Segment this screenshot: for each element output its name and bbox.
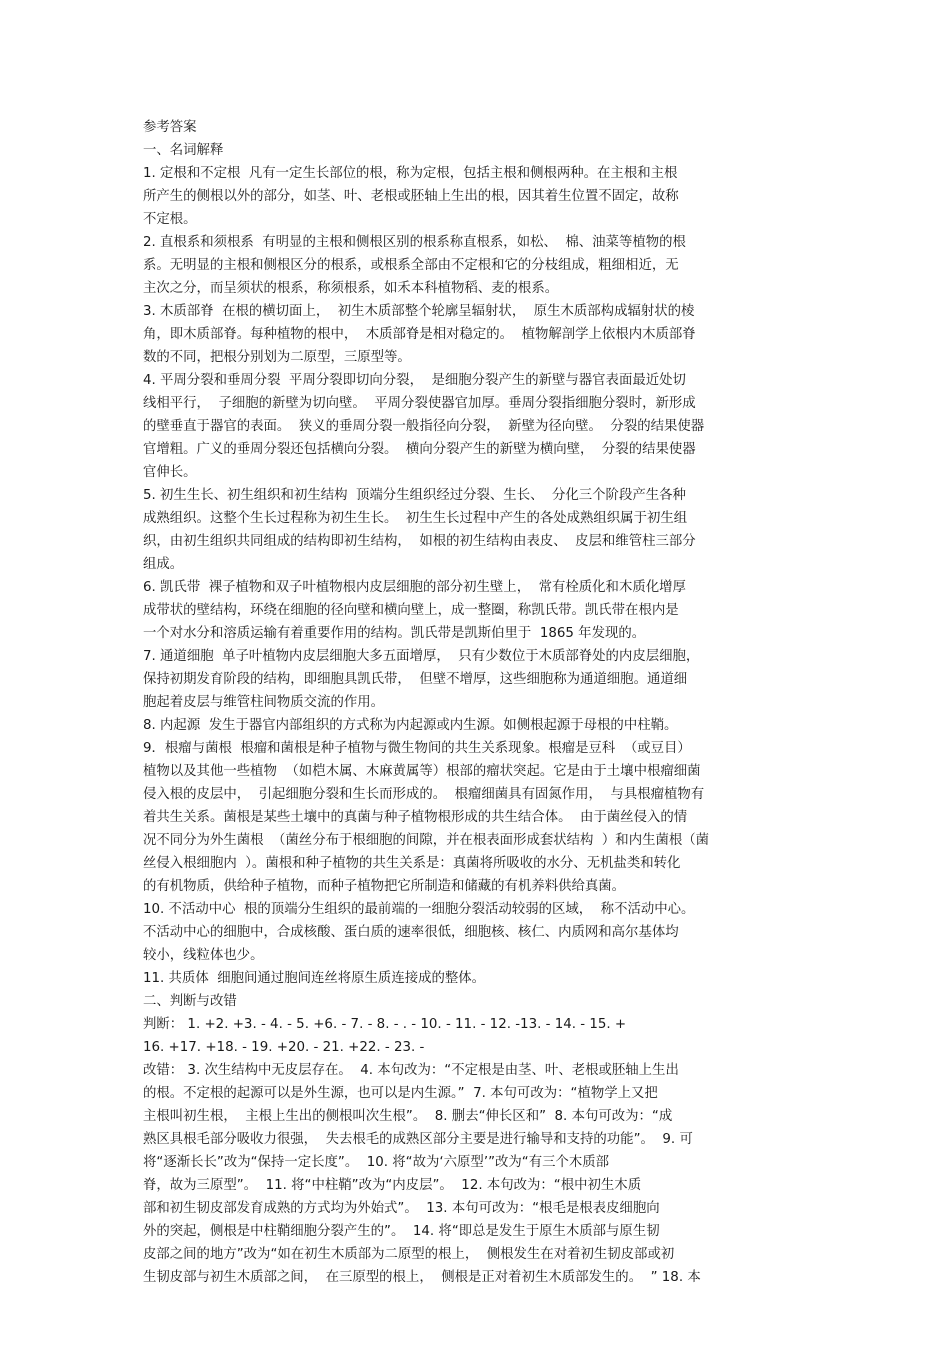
- text-line: 较小，线粒体也少。: [143, 948, 264, 963]
- text-line: 改错： 3. 次生结构中无皮层存在。 4. 本句改为：“不定根是由茎、叶、老根或胚轴上生出: [143, 1063, 679, 1078]
- text-line: 11. 共质体 细胞间通过胞间连丝将原生质连接成的整体。: [143, 971, 486, 986]
- text-line: 保持初期发育阶段的结构，即细胞具凯氏带， 但壁不增厚，这些细胞称为通道细胞。通道细: [143, 672, 688, 687]
- text-line: 丝侵入根细胞内 ）。菌根和种子植物的共生关系是：真菌将所吸收的水分、无机盐类和转化: [143, 856, 681, 871]
- text-line: 植物以及其他一些植物 （如桤木属、木麻黄属等）根部的瘤状突起。它是由于土壤中根瘤细菌: [143, 764, 701, 779]
- text-line: 部和初生韧皮部发育成熟的方式均为外始式”。 13. 本句可改为：“根毛是根表皮细胞向: [143, 1201, 660, 1216]
- text-line: 5. 初生生长、初生组织和初生结构 顶端分生组织经过分裂、生长、 分化三个阶段产生各种: [143, 488, 686, 503]
- text-line: 不定根。: [143, 212, 197, 227]
- text-line: 线相平行， 子细胞的新壁为切向壁。 平周分裂使器官加厚。垂周分裂指细胞分裂时，新形成: [143, 396, 696, 411]
- text-line: 参考答案: [143, 120, 197, 135]
- text-line: 不活动中心的细胞中，合成核酸、蛋白质的速率很低，细胞核、核仁、内质网和高尔基体均: [143, 925, 679, 940]
- text-line: 主根叫初生根， 主根上生出的侧根叫次生根”。 8. 删去“伸长区和” 8. 本句可改为：“成: [143, 1109, 673, 1124]
- text-line: 的有机物质，供给种子植物，而种子植物把它所制造和储藏的有机养料供给真菌。: [143, 879, 626, 894]
- text-line: 7. 通道细胞 单子叶植物内皮层细胞大多五面增厚， 只有少数位于木质部脊处的内皮层细胞，: [143, 649, 700, 664]
- text-line: 数的不同，把根分别划为二原型，三原型等。: [143, 350, 411, 365]
- text-line: 的根。不定根的起源可以是外生源，也可以是内生源。” 7. 本句可改为：“植物学上又把: [143, 1086, 658, 1101]
- text-line: 10. 不活动中心 根的顶端分生组织的最前端的一细胞分裂活动较弱的区域， 称不活动中心。: [143, 902, 695, 917]
- text-line: 6. 凯氏带 裸子植物和双子叶植物根内皮层细胞的部分初生壁上， 常有栓质化和木质化增厚: [143, 580, 686, 595]
- text-line: 3. 木质部脊 在根的横切面上， 初生木质部整个轮廓呈辐射状， 原生木质部构成辐射状的棱: [143, 304, 695, 319]
- text-line: 一、名词解释: [143, 143, 224, 158]
- text-line: 脊，故为三原型”。 11. 将“中柱鞘”改为“内皮层”。 12. 本句改为：“根中初生木质: [143, 1178, 642, 1193]
- text-line: 成熟组织。这整个生长过程称为初生生长。 初生生长过程中产生的各处成熟组织属于初生组: [143, 511, 688, 526]
- text-line: 胞起着皮层与维管柱间物质交流的作用。: [143, 695, 385, 710]
- text-line: 所产生的侧根以外的部分，如茎、叶、老根或胚轴上生出的根，因其着生位置不固定，故称: [143, 189, 679, 204]
- text-line: 成带状的壁结构，环绕在细胞的径向壁和横向壁上，成一整圈，称凯氏带。凯氏带在根内是: [143, 603, 679, 618]
- text-line: 组成。: [143, 557, 184, 572]
- text-line: 织，由初生组织共同组成的结构即初生结构， 如根的初生结构由表皮、 皮层和维管柱三部分: [143, 534, 696, 549]
- text-line: 侵入根的皮层中， 引起细胞分裂和生长而形成的。 根瘤细菌具有固氮作用， 与具根瘤植物有: [143, 787, 705, 802]
- text-line: 角，即木质部脊。每种植物的根中， 木质部脊是相对稳定的。 植物解剖学上依根内木质部脊: [143, 327, 696, 342]
- text-line: 4. 平周分裂和垂周分裂 平周分裂即切向分裂， 是细胞分裂产生的新壁与器官表面最近处切: [143, 373, 686, 388]
- text-line: 8. 内起源 发生于器官内部组织的方式称为内起源或内生源。如侧根起源于母根的中柱鞘。: [143, 718, 678, 733]
- text-line: 生韧皮部与初生木质部之间， 在三原型的根上， 侧根是正对着初生木质部发生的。 ” 18. 本: [143, 1270, 701, 1285]
- text-line: 熟区具根毛部分吸收力很强， 失去根毛的成熟区部分主要是进行输导和支持的功能”。 9. 可: [143, 1132, 693, 1147]
- text-line: 着共生关系。菌根是某些土壤中的真菌与种子植物根形成的共生结合体。 由于菌丝侵入的情: [143, 810, 688, 825]
- text-line: 的壁垂直于器官的表面。 狭义的垂周分裂一般指径向分裂， 新壁为径向壁。 分裂的结果使器: [143, 419, 705, 434]
- text-line: 主次之分，而呈须状的根系，称须根系，如禾本科植物稻、麦的根系。: [143, 281, 559, 296]
- text-line: 一个对水分和溶质运输有着重要作用的结构。凯氏带是凯斯伯里于 1865 年发现的。: [143, 626, 646, 641]
- text-line: 官增粗。广义的垂周分裂还包括横向分裂。 横向分裂产生的新壁为横向壁， 分裂的结果使器: [143, 442, 696, 457]
- text-line: 2. 直根系和须根系 有明显的主根和侧根区别的根系称直根系，如松、 棉、油菜等植物的根: [143, 235, 686, 250]
- text-line: 将“逐渐长长”改为“保持一定长度”。 10. 将“故为‘六原型’”改为“有三个木质部: [143, 1155, 610, 1170]
- text-line: 16. +17. +18. - 19. +20. - 21. +22. - 23. -: [143, 1040, 425, 1055]
- text-line: 判断： 1. +2. +3. - 4. - 5. +6. - 7. - 8. - . - 10. - 11. - 12. -13. - 14. - 15. +: [143, 1017, 627, 1032]
- text-line: 皮部之间的地方”改为“如在初生木质部为二原型的根上， 侧根发生在对着初生韧皮部或初: [143, 1247, 675, 1262]
- text-line: 二、判断与改错: [143, 994, 237, 1009]
- text-line: 系。无明显的主根和侧根区分的根系，或根系全部由不定根和它的分枝组成，粗细相近，无: [143, 258, 679, 273]
- text-line: 9．根瘤与菌根 根瘤和菌根是种子植物与微生物间的共生关系现象。根瘤是豆科 （或豆目）: [143, 741, 691, 756]
- text-line: 况不同分为外生菌根 （菌丝分布于根细胞的间隙，并在根表面形成套状结构 ）和内生菌根（菌: [143, 833, 710, 848]
- text-line: 1. 定根和不定根 凡有一定生长部位的根，称为定根，包括主根和侧根两种。在主根和主根: [143, 166, 678, 181]
- text-line: 外的突起，侧根是中柱鞘细胞分裂产生的”。 14. 将“即总是发生于原生木质部与原生韧: [143, 1224, 660, 1239]
- text-line: 官伸长。: [143, 465, 197, 480]
- answer-document: [143, 116, 810, 1289]
